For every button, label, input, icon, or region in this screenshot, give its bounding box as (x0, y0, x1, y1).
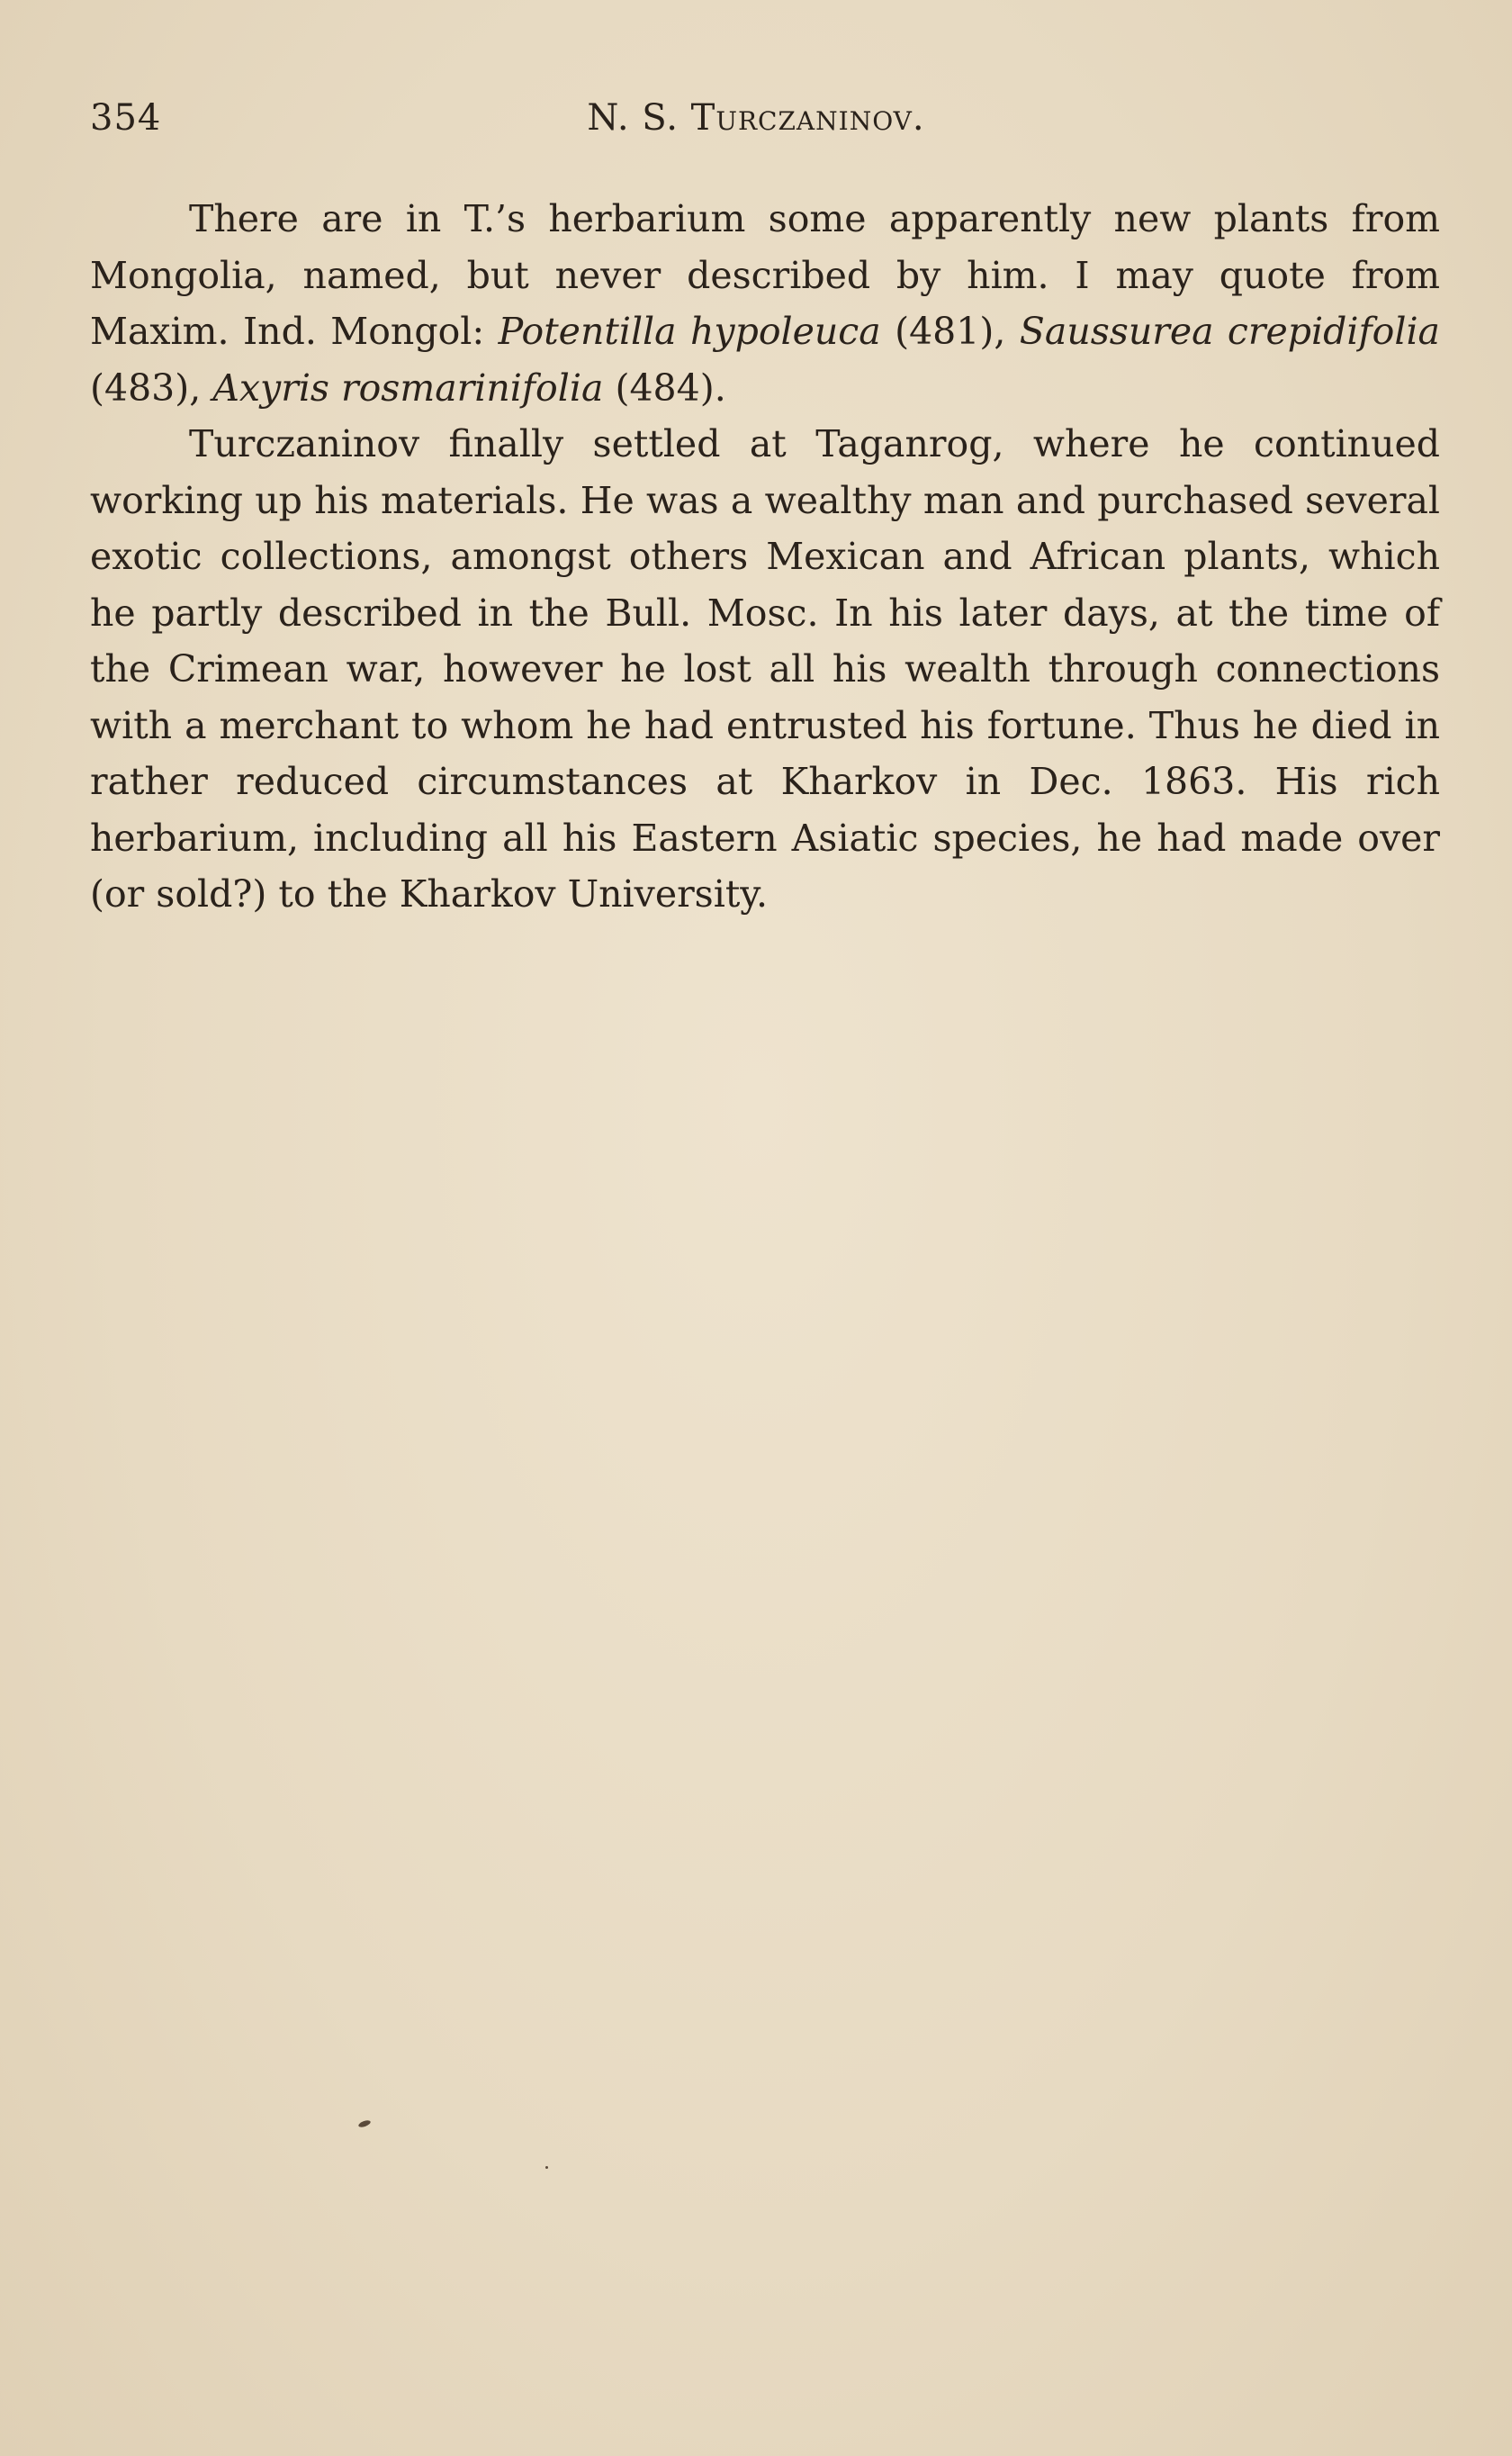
species-ref-484: (484). (603, 366, 726, 410)
species-ref-481: (481), (880, 310, 1020, 353)
species-potentilla-hypoleuca: Potentilla hypoleuca (498, 310, 881, 353)
page-number: 354 (90, 97, 162, 139)
species-ref-483: (483), (90, 366, 213, 410)
running-title: N. S. Turczaninov. (587, 97, 925, 139)
body-text (90, 191, 1440, 923)
paragraph-mongolian-plants (90, 191, 1440, 416)
species-saussurea-crepidifolia: Saussurea crepidifolia (1019, 310, 1440, 353)
paragraph-intro-text: There are in T.’s herbarium some apparently new plants from Mongolia, named, but never described by him. I may quote from Maxim. Ind. Mongol: (90, 197, 1440, 353)
ink-speck (357, 2119, 371, 2128)
paragraph-taganrog: Turczaninov finally settled at Taganrog, where he continued working up his materials. He was a wealthy man and purchased several exotic collections, amongst others Mexican and African plants, which he partly described in the Bull. Mosc. In his later days, at the time of the Crimean war, however he lost all his wealth through connections with a merchant to whom he had entrusted his fortune. Thus he died in rather reduced circumstances at Kharkov in Dec. 1863. His rich herbarium, including all his Eastern Asiatic species, he had made over (or sold?) to the Kharkov University. (90, 422, 1440, 916)
species-axyris-rosmarinifolia: Axyris rosmarinifolia (212, 366, 604, 410)
running-head (90, 97, 1422, 151)
ink-dot (545, 2166, 548, 2169)
